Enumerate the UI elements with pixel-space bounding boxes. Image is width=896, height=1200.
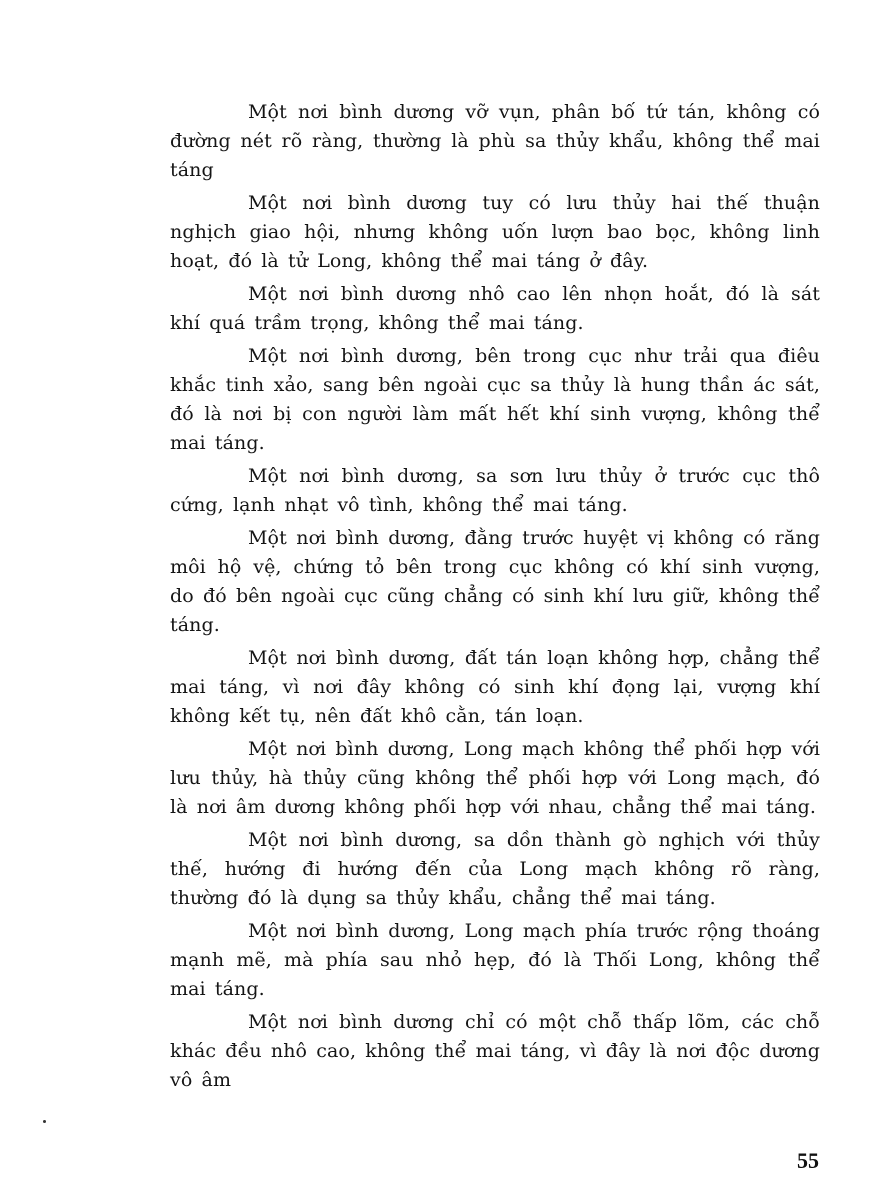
paragraph-5: Một nơi bình dương, sa sơn lưu thủy ở trước cục thô cứng, lạnh nhạt vô tình, không thể mai táng.: [170, 465, 820, 516]
scan-speck: [43, 1120, 46, 1123]
paragraph-1: Một nơi bình dương vỡ vụn, phân bố tứ tán, không có đường nét rõ ràng, thường là phù sa thủy khẩu, không thể mai táng: [170, 101, 820, 181]
paragraph-8: Một nơi bình dương, Long mạch không thể phối hợp với lưu thủy, hà thủy cũng không thể phối hợp với Long mạch, đó là nơi âm dương không phối hợp với nhau, chẳng thể mai táng.: [170, 738, 820, 818]
paragraph-6: Một nơi bình dương, đằng trước huyệt vị không có răng môi hộ vệ, chứng tỏ bên trong cục không có khí sinh vượng, do đó bên ngoài cục cũng chẳng có sinh khí lưu giữ, không thể táng.: [170, 527, 820, 636]
paragraph-9: Một nơi bình dương, sa dồn thành gò nghịch với thủy thế, hướng đi hướng đến của Long mạch không rõ ràng, thường đó là dụng sa thủy khẩu, chẳng thể mai táng.: [170, 829, 820, 909]
page-number: 55: [797, 1148, 819, 1173]
paragraph-7: Một nơi bình dương, đất tán loạn không hợp, chẳng thể mai táng, vì nơi đây không có sinh khí đọng lại, vượng khí không kết tụ, nên đất khô cằn, tán loạn.: [170, 647, 820, 727]
paragraph-10: Một nơi bình dương, Long mạch phía trước rộng thoáng mạnh mẽ, mà phía sau nhỏ hẹp, đó là Thối Long, không thể mai táng.: [170, 920, 820, 1000]
body-text: [170, 98, 820, 1099]
paragraph-2: Một nơi bình dương tuy có lưu thủy hai thế thuận nghịch giao hội, nhưng không uốn lượn bao bọc, không linh hoạt, đó là tử Long, không thể mai táng ở đây.: [170, 192, 820, 272]
paragraph-11: Một nơi bình dương chỉ có một chỗ thấp lõm, các chỗ khác đều nhô cao, không thể mai táng, vì đây là nơi độc dương vô âm: [170, 1011, 820, 1091]
paragraph-3: Một nơi bình dương nhô cao lên nhọn hoắt, đó là sát khí quá trầm trọng, không thể mai táng.: [170, 283, 820, 334]
paragraph-4: Một nơi bình dương, bên trong cục như trải qua điêu khắc tinh xảo, sang bên ngoài cục sa thủy là hung thần ác sát, đó là nơi bị con người làm mất hết khí sinh vượng, không thể mai táng.: [170, 345, 820, 454]
